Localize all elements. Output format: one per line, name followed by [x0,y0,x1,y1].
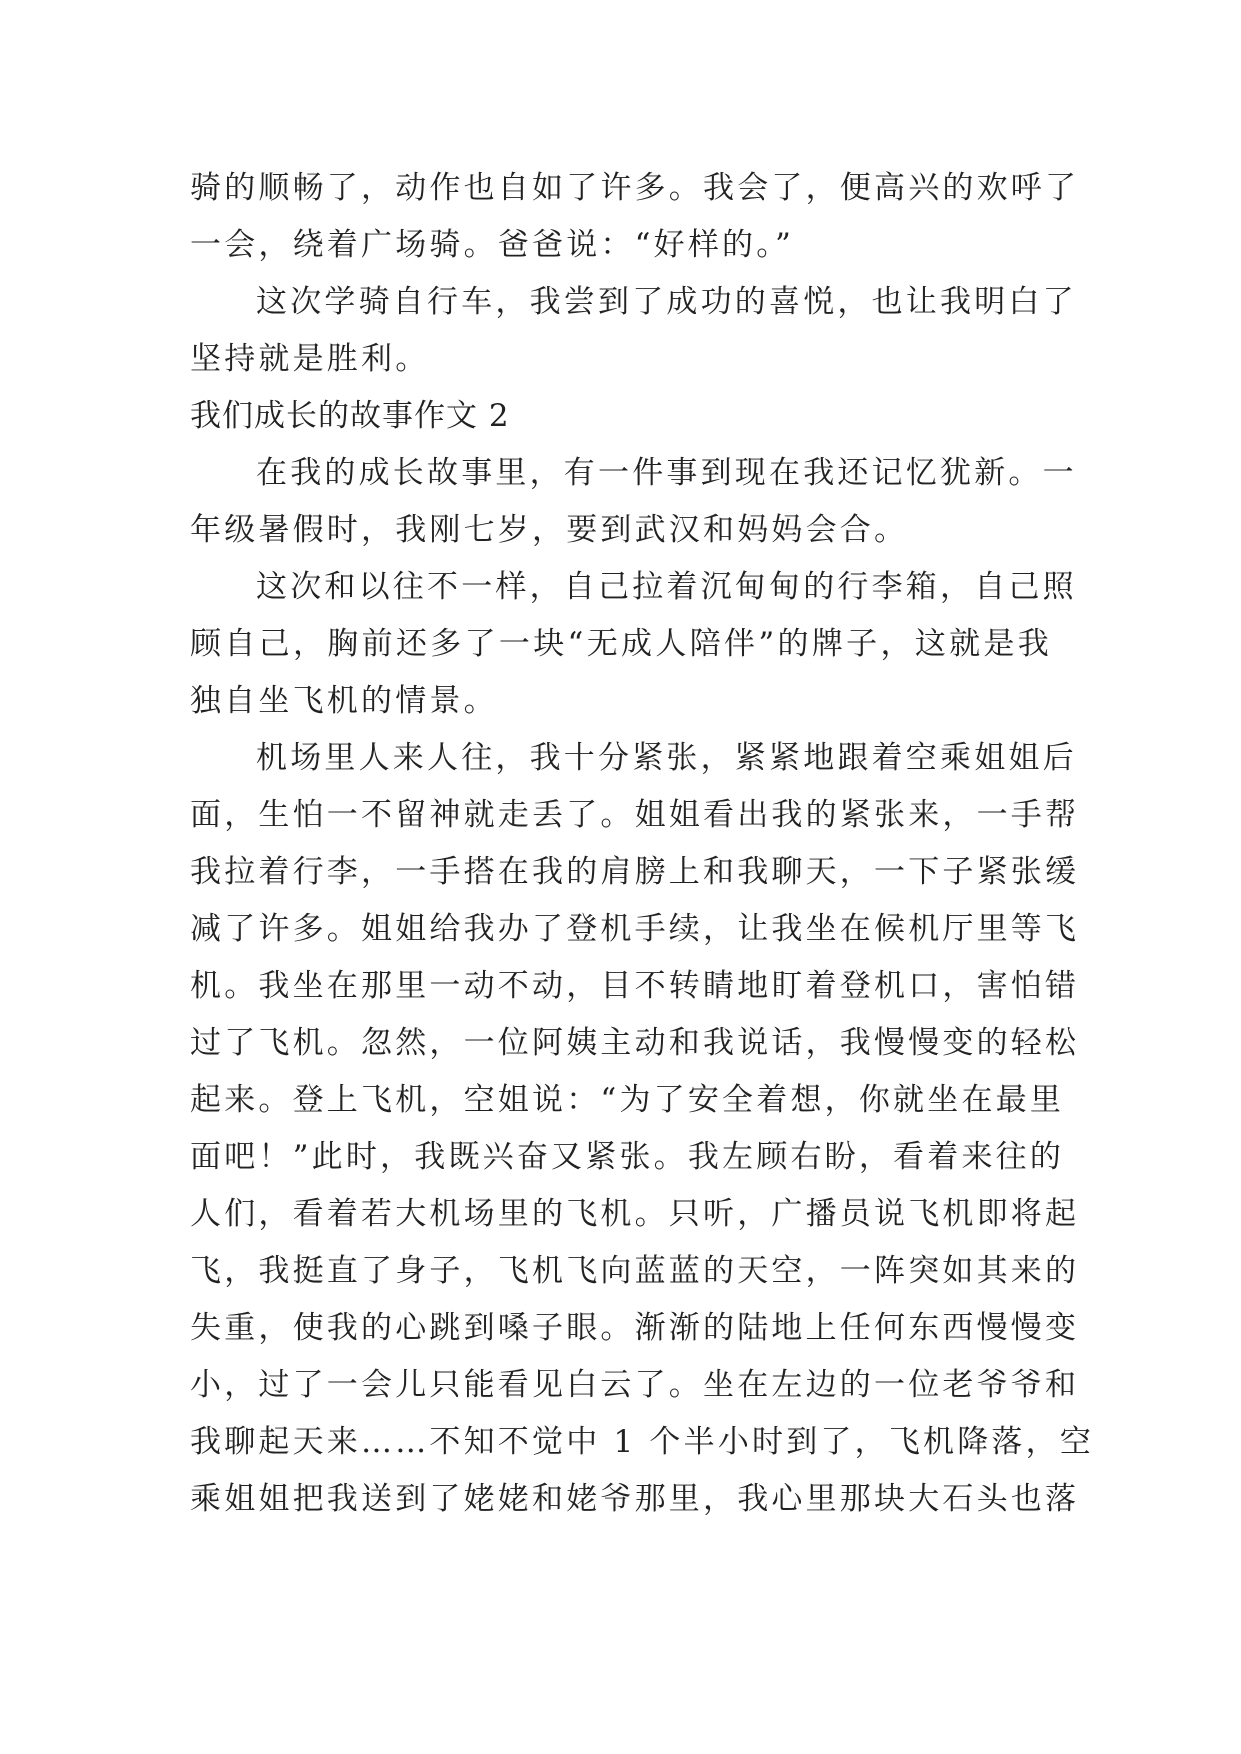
paragraph-line: 这次和以往不一样，自己拉着沉甸甸的行李箱，自己照 [256,569,1077,605]
paragraph-line: 人们，看着若大机场里的飞机。只听，广播员说飞机即将起 [190,1196,1080,1232]
paragraph-line: 我聊起天来……不知不觉中 1 个半小时到了，飞机降落，空 [190,1424,1095,1460]
paragraph-line: 减了许多。姐姐给我办了登机手续，让我坐在候机厅里等飞 [190,911,1080,947]
paragraph-line: 机场里人来人往，我十分紧张，紧紧地跟着空乘姐姐后 [256,740,1077,776]
paragraph-line: 小，过了一会儿只能看见白云了。坐在左边的一位老爷爷和 [190,1367,1080,1403]
paragraph-line: 面，生怕一不留神就走丢了。姐姐看出我的紧张来，一手帮 [190,797,1080,833]
paragraph-line: 起来。登上飞机，空姐说：“为了安全着想，你就坐在最里 [190,1082,1065,1118]
paragraph-line: 这次学骑自行车，我尝到了成功的喜悦，也让我明白了 [256,284,1077,320]
paragraph-line: 乘姐姐把我送到了姥姥和姥爷那里，我心里那块大石头也落 [190,1481,1080,1517]
paragraph-line: 飞，我挺直了身子，飞机飞向蓝蓝的天空，一阵突如其来的 [190,1253,1080,1289]
paragraph-line: 过了飞机。忽然，一位阿姨主动和我说话，我慢慢变的轻松 [190,1025,1080,1061]
paragraph-line: 在我的成长故事里，有一件事到现在我还记忆犹新。一 [256,455,1077,491]
paragraph-line: 独自坐飞机的情景。 [190,683,498,719]
paragraph-line: 年级暑假时，我刚七岁，要到武汉和妈妈会合。 [190,512,909,548]
paragraph-line: 顾自己，胸前还多了一块“无成人陪伴”的牌子，这就是我 [190,626,1052,662]
paragraph-line: 机。我坐在那里一动不动，目不转睛地盯着登机口，害怕错 [190,968,1080,1004]
paragraph-line: 坚持就是胜利。 [190,341,430,377]
paragraph-line: 骑的顺畅了，动作也自如了许多。我会了，便高兴的欢呼了 [190,170,1080,206]
paragraph-line: 我拉着行李，一手搭在我的肩膀上和我聊天，一下子紧张缓 [190,854,1080,890]
document-body [190,160,1095,1528]
paragraph-line: 失重，使我的心跳到嗓子眼。渐渐的陆地上任何东西慢慢变 [190,1310,1080,1346]
paragraph-line: 一会，绕着广场骑。爸爸说：“好样的。” [190,227,794,263]
paragraph-line: 面吧！”此时，我既兴奋又紧张。我左顾右盼，看着来往的 [190,1139,1065,1175]
section-heading: 我们成长的故事作文 2 [190,398,510,434]
